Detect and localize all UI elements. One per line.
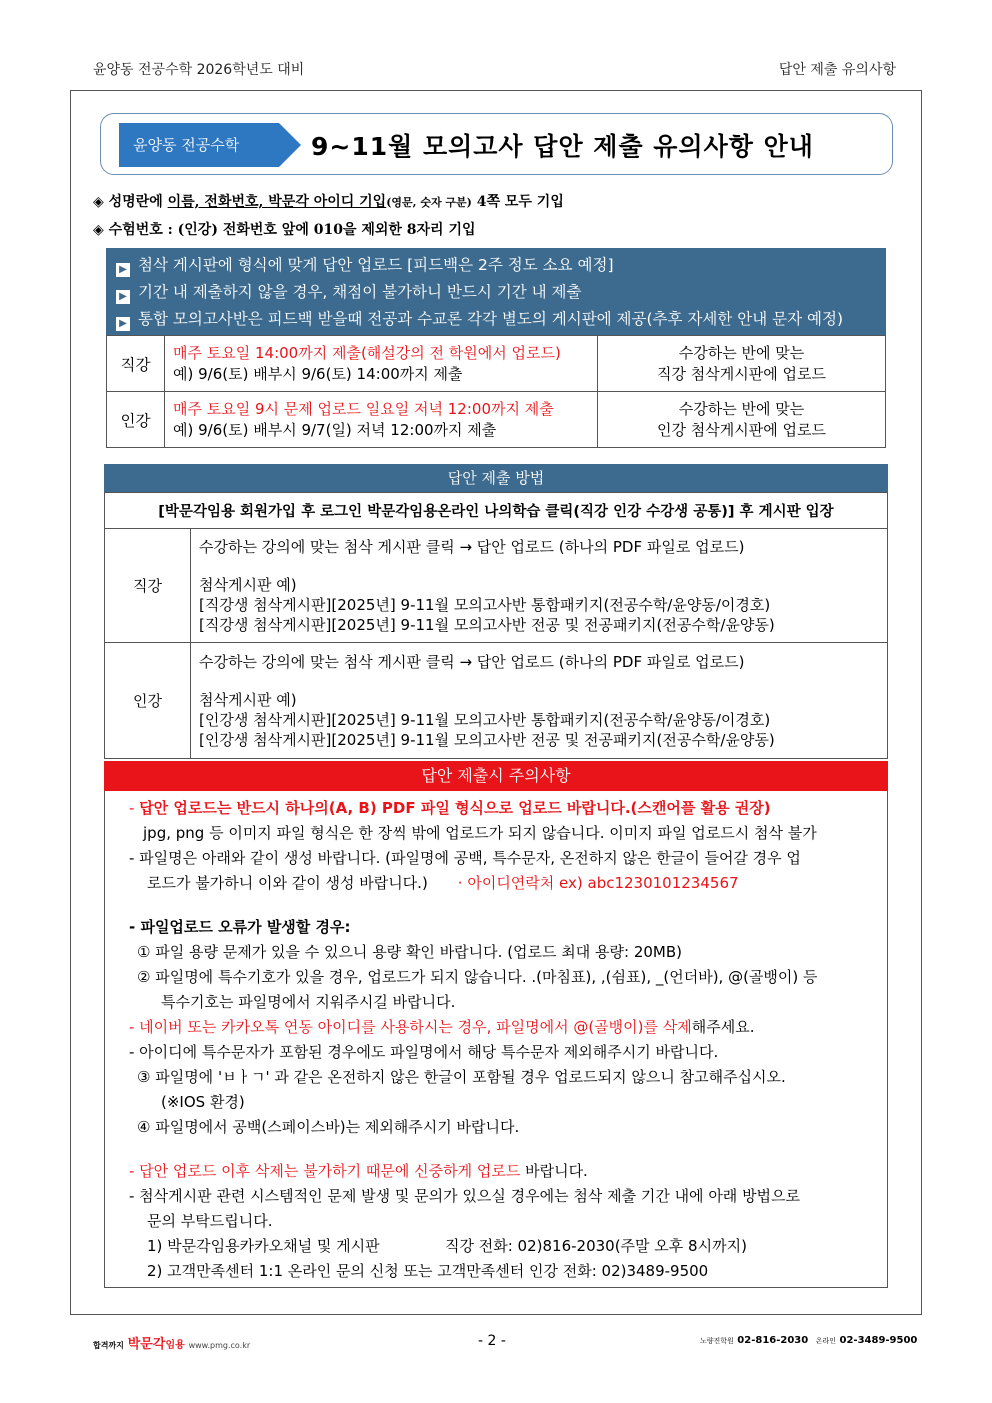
caution-item: 로드가 불가하니 이와 같이 생성 바랍니다.) · 아이디연락처 ex) abc1230101234567 bbox=[147, 874, 739, 892]
caution-header: 답안 제출시 주의사항 bbox=[104, 761, 888, 791]
table-row bbox=[107, 392, 886, 448]
table-row bbox=[105, 643, 888, 759]
deadline-cell: 매주 토요일 14:00까지 제출(해설강의 전 학원에서 업로드) 예) 9/6(토) 배부시 9/6(토) 14:00까지 제출 bbox=[165, 336, 598, 392]
method-cell: 수강하는 강의에 맞는 첨삭 게시판 클릭 → 답안 업로드 (하나의 PDF 파일로 업로드) 첨삭게시판 예) [인강생 첨삭게시판][2025년] 9-11월 모의고사반 통합패키지(전공수학/윤양동/이경호) [인강생 첨삭게시판][2025년] 9-11월 모의고사반 전공 및 전공패키지(전공수학/윤양동) bbox=[191, 643, 888, 759]
info-line: ▶ 첨삭 게시판에 형식에 맞게 답안 업로드 [피드백은 2주 정도 소요 예정] bbox=[116, 252, 886, 279]
caution-item: - 아이디에 특수문자가 포함된 경우에도 파일명에서 해당 특수문자 제외해주시기 바랍니다. bbox=[129, 1043, 719, 1061]
caution-item: 문의 부탁드립니다. bbox=[147, 1212, 273, 1230]
caution-item: - 파일명은 아래와 같이 생성 바랍니다. (파일명에 공백, 특수문자, 온전하지 않은 한글이 들어갈 경우 업 bbox=[129, 849, 801, 867]
info-header bbox=[106, 248, 886, 335]
footer-brand: 합격까지 박문각임용 www.pmg.co.kr bbox=[93, 1337, 251, 1352]
footer-phones: 노량진학원 02-816-2030 온라인 02-3489-9500 bbox=[700, 1335, 918, 1346]
contact-direct-phone: 직강 전화: 02)816-2030(주말 오후 8시까지) bbox=[445, 1237, 747, 1255]
deadline-cell: 매주 토요일 9시 문제 업로드 일요일 저녁 12:00까지 제출 예) 9/6(토) 배부시 9/7(일) 저녁 12:00까지 제출 bbox=[165, 392, 598, 448]
header-right: 답안 제출 유의사항 bbox=[778, 62, 896, 78]
arrow-box-icon: ▶ bbox=[116, 317, 130, 331]
caution-item: - 네이버 또는 카카오톡 연동 아이디를 사용하시는 경우, 파일명에서 @(골뱅이)를 삭제해주세요. bbox=[129, 1018, 755, 1036]
contact-online: 2) 고객만족센터 1:1 온라인 문의 신청 또는 고객만족센터 인강 전화: 02)3489-9500 bbox=[147, 1262, 709, 1280]
caution-item: ③ 파일명에 'ㅂㅏㄱ' 과 같은 온전하지 않은 한글이 포함될 경우 업로드되지 않으니 참고해주십시오. bbox=[137, 1068, 786, 1086]
caution-item: ④ 파일명에서 공백(스페이스바)는 제외해주시기 바랍니다. bbox=[137, 1118, 520, 1136]
deadline-table bbox=[106, 335, 886, 448]
page-title: 9~11월 모의고사 답안 제출 유의사항 안내 bbox=[311, 132, 814, 161]
table-row bbox=[105, 529, 888, 643]
caution-item: (※IOS 환경) bbox=[161, 1093, 245, 1111]
method-cell: 수강하는 강의에 맞는 첨삭 게시판 클릭 → 답안 업로드 (하나의 PDF 파일로 업로드) 첨삭게시판 예) [직강생 첨삭게시판][2025년] 9-11월 모의고사반 통합패키지(전공수학/윤양동/이경호) [직강생 첨삭게시판][2025년] 9-11월 모의고사반 전공 및 전공패키지(전공수학/윤양동) bbox=[191, 529, 888, 643]
info-line: ▶ 기간 내 제출하지 않을 경우, 채점이 불가하니 반드시 기간 내 제출 bbox=[116, 279, 886, 306]
header-left: 윤양동 전공수학 2026학년도 대비 bbox=[93, 62, 305, 78]
caution-item: ② 파일명에 특수기호가 있을 경우, 업로드가 되지 않습니다. .(마침표), ,(쉼표), _(언더바), @(골뱅이) 등 bbox=[137, 968, 818, 986]
row-label: 인강 bbox=[107, 392, 165, 448]
caution-item: ① 파일 용량 문제가 있을 수 있으니 용량 확인 바랍니다. (업로드 최대 용량: 20MB) bbox=[137, 943, 683, 961]
note-exam-number: ◈ 수험번호 : (인강) 전화번호 앞에 010을 제외한 8자리 기입 bbox=[93, 222, 476, 238]
title-box bbox=[100, 113, 893, 175]
upload-location-cell: 수강하는 반에 맞는 직강 첨삭게시판에 업로드 bbox=[598, 336, 886, 392]
caution-item: jpg, png 등 이미지 파일 형식은 한 장씩 밖에 업로드가 되지 않습니다. 이미지 파일 업로드시 첨삭 불가 bbox=[143, 824, 817, 842]
info-line: ▶ 통합 모의고사반은 피드백 받을때 전공과 수교론 각각 별도의 게시판에 제공(추후 자세한 안내 문자 예정) bbox=[116, 306, 886, 333]
method-header: 답안 제출 방법 bbox=[104, 464, 888, 492]
method-table bbox=[104, 492, 888, 759]
method-intro: [박문각임용 회원가입 후 로그인 박문각임용온라인 나의학습 클릭(직강 인강 수강생 공통)] 후 게시판 입장 bbox=[105, 493, 888, 529]
contact-kakao: 1) 박문각임용카카오채널 및 게시판 bbox=[147, 1237, 380, 1255]
caution-body bbox=[104, 791, 888, 1288]
caution-item: 특수기호는 파일명에서 지워주시길 바랍니다. bbox=[161, 993, 456, 1011]
tag-arrow-icon bbox=[279, 123, 301, 167]
caution-item: - 첨삭게시판 관련 시스템적인 문제 발생 및 문의가 있으실 경우에는 첨삭 제출 기간 내에 아래 방법으로 bbox=[129, 1187, 801, 1205]
arrow-box-icon: ▶ bbox=[116, 263, 130, 277]
table-row bbox=[107, 336, 886, 392]
row-label: 인강 bbox=[105, 643, 191, 759]
note-name-field: ◈ 성명란에 이름, 전화번호, 박문각 아이디 기입(영문, 숫자 구분) 4쪽 모두 기입 bbox=[93, 194, 564, 210]
caution-item: - 답안 업로드 이후 삭제는 불가하기 때문에 신중하게 업로드 바랍니다. bbox=[129, 1162, 588, 1180]
upload-location-cell: 수강하는 반에 맞는 인강 첨삭게시판에 업로드 bbox=[598, 392, 886, 448]
page-number: - 2 - bbox=[478, 1333, 506, 1349]
title-tag: 윤양동 전공수학 bbox=[119, 123, 279, 167]
table-row bbox=[105, 493, 888, 529]
row-label: 직강 bbox=[107, 336, 165, 392]
caution-item: - 파일업로드 오류가 발생할 경우: bbox=[129, 918, 351, 936]
caution-item: - 답안 업로드는 반드시 하나의(A, B) PDF 파일 형식으로 업로드 바랍니다.(스캔어플 활용 권장) bbox=[129, 799, 771, 817]
arrow-box-icon: ▶ bbox=[116, 290, 130, 304]
row-label: 직강 bbox=[105, 529, 191, 643]
